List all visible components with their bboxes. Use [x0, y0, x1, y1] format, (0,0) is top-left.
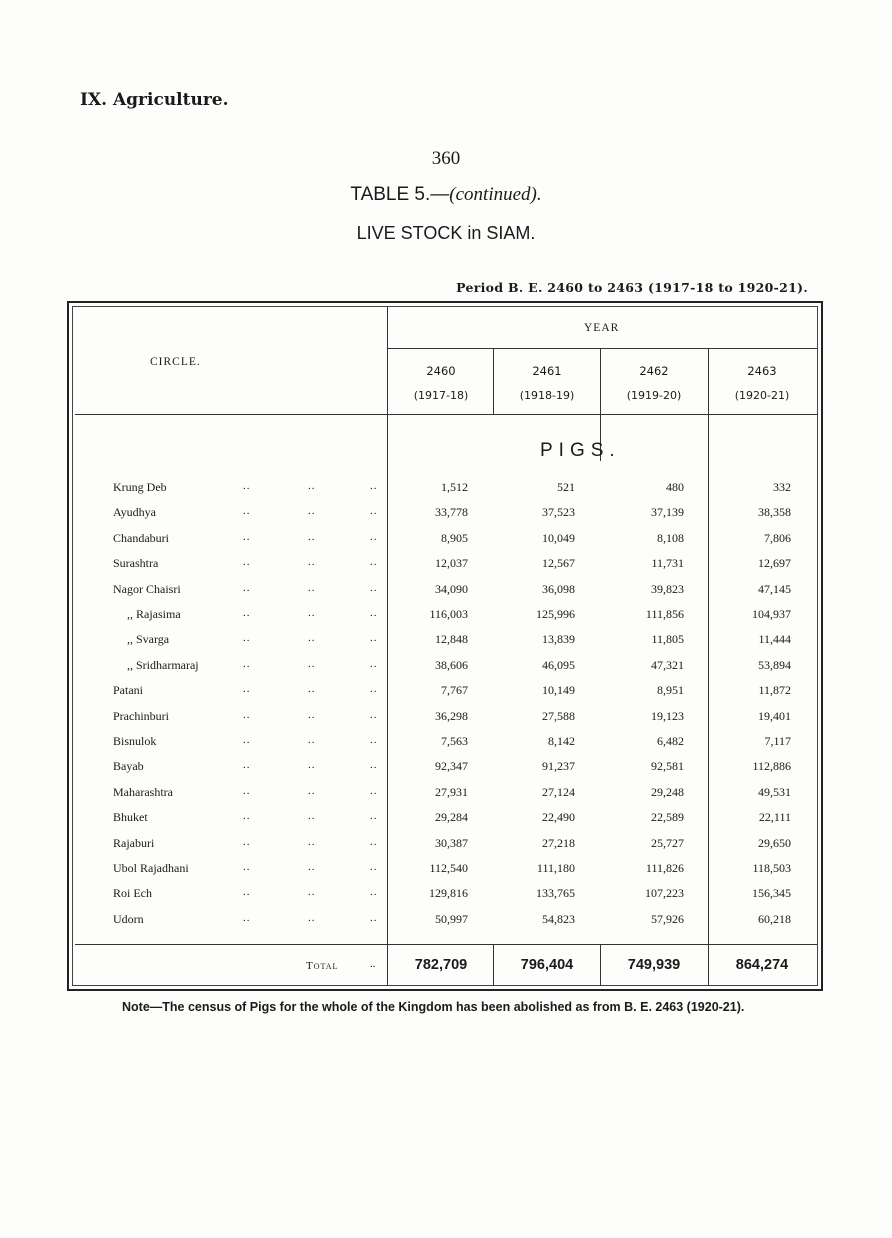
- value-cell: 50,997: [435, 911, 468, 926]
- value-cell: 112,540: [429, 861, 468, 875]
- value-cell: 22,490: [542, 810, 575, 825]
- value-cell: 13,839: [542, 632, 575, 647]
- table-row: [0, 505, 892, 530]
- value-cell: 29,248: [651, 784, 684, 799]
- value-cell: 39,823: [651, 581, 684, 596]
- value-cell: 6,482: [657, 734, 684, 748]
- circle-name: ,, Sridharmaraj: [127, 657, 199, 672]
- circle-name: Nagor Chaisri: [113, 581, 181, 596]
- circle-header: CIRCLE.: [150, 356, 201, 368]
- total-value: 864,274: [735, 957, 789, 973]
- table-row: [0, 556, 892, 581]
- year-header: YEAR: [584, 322, 620, 334]
- leader-dots: ..: [370, 886, 378, 899]
- circle-name: Rajaburi: [113, 835, 155, 850]
- table-row: [0, 480, 892, 505]
- value-cell: 25,727: [651, 835, 684, 850]
- leader-dots: ..: [308, 581, 316, 594]
- table-row: [0, 759, 892, 784]
- leader-dots: ..: [308, 861, 316, 873]
- table-row: [0, 861, 892, 886]
- value-cell: 27,218: [542, 835, 575, 850]
- leader-dots: ..: [370, 835, 378, 848]
- value-cell: 37,523: [542, 505, 575, 520]
- circle-name: Roi Ech: [113, 886, 152, 901]
- value-cell: 8,905: [441, 530, 468, 545]
- page-number: 360: [431, 148, 461, 169]
- circle-name: Prachinburi: [113, 708, 169, 723]
- circle-name: ,, Svarga: [127, 632, 170, 647]
- value-cell: 480: [666, 480, 684, 494]
- leader-dots: ..: [243, 530, 251, 543]
- value-cell: 47,321: [651, 657, 684, 672]
- leader-dots: ..: [308, 784, 316, 797]
- value-cell: 12,037: [435, 556, 468, 571]
- value-cell: 11,805: [651, 632, 684, 647]
- value-cell: 54,823: [542, 911, 575, 926]
- circle-name: Ubol Rajadhani: [113, 861, 189, 875]
- leader-dots: ..: [308, 632, 316, 645]
- circle-name: Krung Deb: [113, 480, 167, 494]
- footnote: Note—The census of Pigs for the whole of the Kingdom has been abolished as from B. E. 2463 (1920-21).: [122, 1000, 745, 1014]
- value-cell: 34,090: [435, 581, 468, 596]
- leader-dots: ..: [308, 480, 316, 492]
- leader-dots: ..: [243, 810, 251, 823]
- leader-dots: ..: [370, 505, 378, 518]
- header-rule-year: [387, 348, 817, 349]
- value-cell: 19,123: [651, 708, 684, 723]
- category-label: PIGS.: [540, 440, 621, 461]
- table-row: [0, 912, 892, 937]
- value-cell: 27,931: [435, 784, 468, 799]
- value-cell: 10,149: [542, 683, 575, 698]
- year-header-2: 2462: [639, 364, 669, 378]
- value-cell: 8,142: [548, 734, 575, 748]
- leader-dots: ..: [243, 657, 251, 670]
- value-cell: 111,856: [645, 607, 684, 621]
- value-cell: 156,345: [752, 886, 791, 901]
- circle-name: Bhuket: [113, 810, 148, 825]
- value-cell: 1,512: [441, 480, 468, 494]
- table-row: [0, 836, 892, 861]
- value-cell: 8,108: [657, 530, 684, 545]
- table-period: Period B. E. 2460 to 2463 (1917-18 to 1920-21).: [456, 280, 808, 295]
- value-cell: 107,223: [645, 886, 684, 901]
- leader-dots: ..: [308, 607, 316, 619]
- leader-dots: ..: [243, 683, 251, 696]
- table-row: [0, 607, 892, 632]
- total-dots: ..: [370, 958, 376, 970]
- table-subtitle: LIVE STOCK in SIAM.: [356, 223, 536, 243]
- year-header-3: 2463: [747, 364, 777, 378]
- leader-dots: ..: [370, 759, 378, 772]
- value-cell: 57,926: [651, 911, 684, 926]
- leader-dots: ..: [370, 708, 378, 721]
- leader-dots: ..: [243, 734, 251, 746]
- leader-dots: ..: [308, 911, 316, 924]
- value-cell: 7,767: [441, 683, 468, 698]
- leader-dots: ..: [370, 480, 378, 492]
- leader-dots: ..: [370, 683, 378, 696]
- value-cell: 332: [773, 480, 791, 494]
- value-cell: 60,218: [758, 911, 791, 926]
- circle-name: Surashtra: [113, 556, 159, 571]
- section-heading: IX. Agriculture.: [80, 90, 229, 110]
- value-cell: 521: [557, 480, 575, 494]
- circle-name: ,, Rajasima: [127, 607, 181, 621]
- value-cell: 27,588: [542, 708, 575, 723]
- table-row: [0, 734, 892, 759]
- total-value: 796,404: [520, 957, 574, 973]
- leader-dots: ..: [370, 734, 378, 746]
- value-cell: 7,806: [764, 530, 791, 545]
- value-cell: 92,347: [435, 759, 468, 774]
- year-range-2: (1919-20): [626, 389, 682, 402]
- table-row: [0, 886, 892, 911]
- leader-dots: ..: [243, 835, 251, 848]
- year-range-3: (1920-21): [734, 389, 790, 402]
- value-cell: 22,111: [758, 810, 791, 825]
- header-rule-bottom: [75, 414, 817, 415]
- leader-dots: ..: [370, 632, 378, 645]
- value-cell: 53,894: [758, 657, 791, 672]
- leader-dots: ..: [308, 657, 316, 670]
- value-cell: 30,387: [435, 835, 468, 850]
- leader-dots: ..: [243, 759, 251, 772]
- value-cell: 11,444: [758, 632, 791, 647]
- total-rule: [75, 944, 817, 945]
- circle-name: Udorn: [113, 911, 144, 926]
- value-cell: 116,003: [429, 607, 468, 621]
- value-cell: 36,298: [435, 708, 468, 723]
- circle-name: Maharashtra: [113, 784, 173, 799]
- table-row: [0, 582, 892, 607]
- total-label: Total: [306, 960, 339, 972]
- leader-dots: ..: [308, 708, 316, 721]
- value-cell: 7,563: [441, 734, 468, 748]
- value-cell: 38,606: [435, 657, 468, 672]
- leader-dots: ..: [243, 784, 251, 797]
- value-cell: 46,095: [542, 657, 575, 672]
- leader-dots: ..: [370, 607, 378, 619]
- table-row: [0, 658, 892, 683]
- value-cell: 37,139: [651, 505, 684, 520]
- table-label: TABLE 5.—: [350, 184, 450, 205]
- leader-dots: ..: [370, 657, 378, 670]
- year-header-1: 2461: [532, 364, 562, 378]
- value-cell: 92,581: [651, 759, 684, 774]
- table-row: [0, 810, 892, 835]
- table-continued: (continued).: [449, 184, 542, 205]
- leader-dots: ..: [243, 911, 251, 924]
- table-row: [0, 531, 892, 556]
- value-cell: 125,996: [536, 607, 575, 621]
- leader-dots: ..: [370, 784, 378, 797]
- value-cell: 29,284: [435, 810, 468, 825]
- leader-dots: ..: [243, 505, 251, 518]
- leader-dots: ..: [243, 861, 251, 873]
- table-row: [0, 683, 892, 708]
- table-row: [0, 785, 892, 810]
- leader-dots: ..: [308, 683, 316, 696]
- circle-name: Ayudhya: [113, 505, 156, 520]
- total-value: 782,709: [414, 957, 468, 973]
- leader-dots: ..: [308, 886, 316, 899]
- value-cell: 112,886: [752, 759, 791, 774]
- leader-dots: ..: [243, 632, 251, 645]
- circle-name: Bayab: [113, 759, 144, 774]
- value-cell: 10,049: [542, 530, 575, 545]
- leader-dots: ..: [243, 556, 251, 569]
- leader-dots: ..: [243, 480, 251, 492]
- value-cell: 47,145: [758, 581, 791, 596]
- circle-name: Chandaburi: [113, 530, 169, 545]
- value-cell: 33,778: [435, 505, 468, 520]
- circle-name: Patani: [113, 683, 143, 698]
- value-cell: 104,937: [752, 607, 791, 621]
- circle-name: Bisnulok: [113, 734, 157, 748]
- value-cell: 8,951: [657, 683, 684, 698]
- value-cell: 118,503: [752, 861, 791, 875]
- leader-dots: ..: [243, 581, 251, 594]
- value-cell: 12,697: [758, 556, 791, 571]
- value-cell: 27,124: [542, 784, 575, 799]
- leader-dots: ..: [243, 886, 251, 899]
- year-range-1: (1918-19): [519, 389, 575, 402]
- leader-dots: ..: [308, 556, 316, 569]
- value-cell: 129,816: [429, 886, 468, 901]
- leader-dots: ..: [308, 810, 316, 823]
- table-title: [0, 184, 892, 206]
- value-cell: 11,872: [758, 683, 791, 698]
- year-range-0: (1917-18): [413, 389, 469, 402]
- value-cell: 29,650: [758, 835, 791, 850]
- leader-dots: ..: [243, 708, 251, 721]
- leader-dots: ..: [243, 607, 251, 619]
- leader-dots: ..: [370, 861, 378, 873]
- value-cell: 111,180: [536, 861, 575, 875]
- leader-dots: ..: [370, 810, 378, 823]
- table-row: [0, 709, 892, 734]
- year-header-0: 2460: [426, 364, 456, 378]
- value-cell: 7,117: [764, 734, 791, 748]
- value-cell: 91,237: [542, 759, 575, 774]
- value-cell: 111,826: [645, 861, 684, 875]
- leader-dots: ..: [370, 911, 378, 924]
- value-cell: 12,848: [435, 632, 468, 647]
- value-cell: 36,098: [542, 581, 575, 596]
- table-row: [0, 632, 892, 657]
- value-cell: 12,567: [542, 556, 575, 571]
- column-rule-2: [493, 349, 494, 415]
- leader-dots: ..: [308, 835, 316, 848]
- value-cell: 38,358: [758, 505, 791, 520]
- value-cell: 133,765: [536, 886, 575, 901]
- value-cell: 19,401: [758, 708, 791, 723]
- value-cell: 11,731: [651, 556, 684, 571]
- value-cell: 22,589: [651, 810, 684, 825]
- leader-dots: ..: [370, 530, 378, 543]
- leader-dots: ..: [308, 734, 316, 746]
- leader-dots: ..: [370, 581, 378, 594]
- leader-dots: ..: [308, 530, 316, 543]
- leader-dots: ..: [370, 556, 378, 569]
- leader-dots: ..: [308, 505, 316, 518]
- total-value: 749,939: [627, 957, 681, 973]
- value-cell: 49,531: [758, 784, 791, 799]
- leader-dots: ..: [308, 759, 316, 772]
